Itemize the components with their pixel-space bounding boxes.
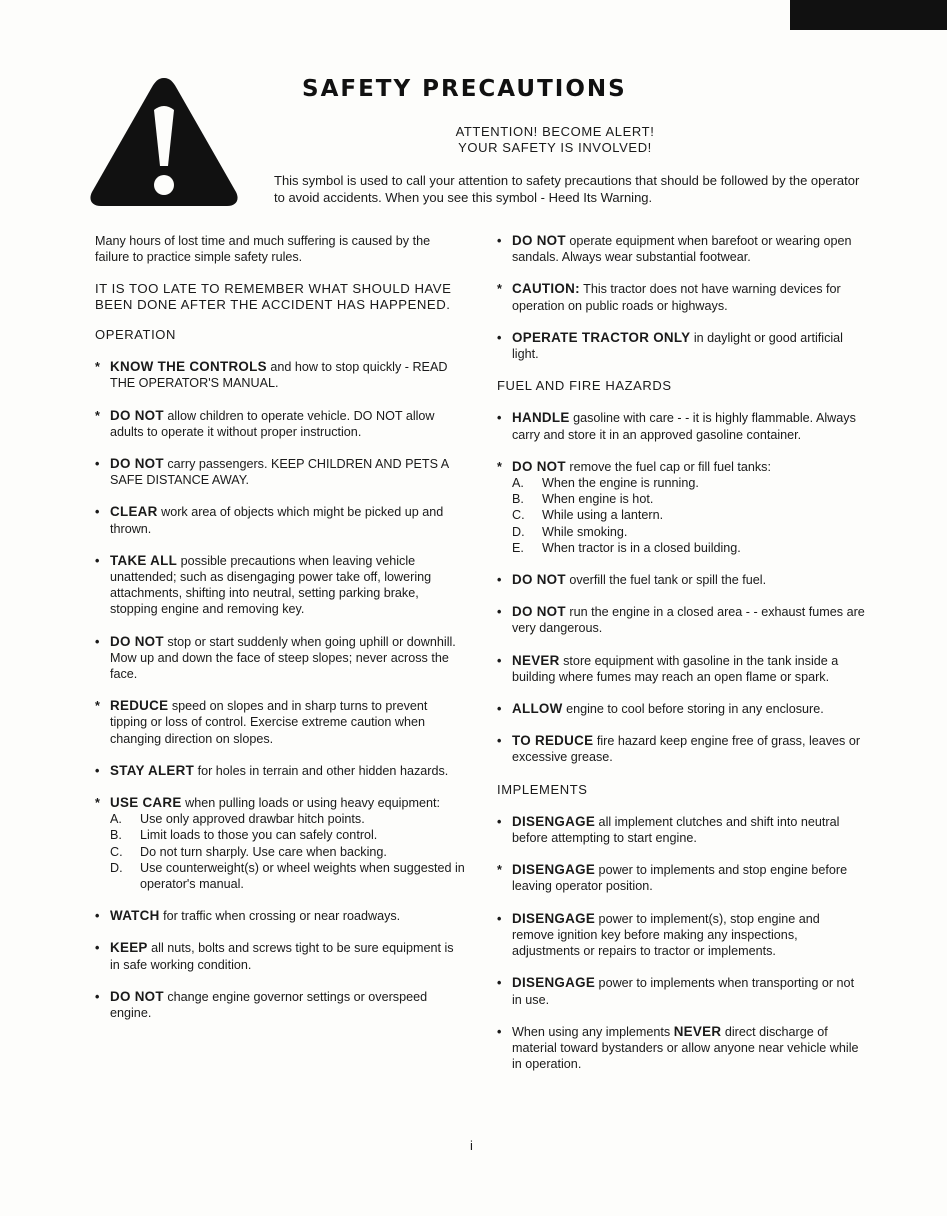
safety-item	[497, 330, 865, 362]
item-key: OPERATE TRACTOR ONLY	[512, 329, 691, 345]
bullet-icon: •	[497, 330, 502, 345]
sub-text: When tractor is in a closed building.	[542, 540, 741, 555]
item-key: ALLOW	[512, 701, 563, 717]
item-key: REDUCE	[110, 698, 169, 714]
sub-text: When the engine is running.	[542, 476, 699, 491]
bullet-icon: •	[497, 911, 502, 926]
item-text: carry passengers. KEEP CHILDREN AND PETS A SAFE DISTANCE AWAY.	[110, 457, 449, 488]
bullet-icon: •	[497, 1024, 502, 1039]
sub-list-item	[512, 507, 865, 523]
bullet-icon: •	[95, 763, 100, 778]
item-text: When using any implements	[512, 1024, 674, 1039]
bullet-icon: •	[95, 553, 100, 568]
page-number: i	[470, 1138, 473, 1153]
item-key: DO NOT	[512, 604, 566, 620]
sub-text: While using a lantern.	[542, 508, 664, 523]
bullet-icon: •	[95, 505, 100, 520]
item-key: DISENGAGE	[512, 813, 596, 829]
sub-text: When engine is hot.	[542, 492, 654, 507]
item-key: USE CARE	[110, 795, 182, 811]
bullet-icon: •	[95, 634, 100, 649]
safety-item	[95, 634, 465, 683]
item-key: DO NOT	[110, 407, 164, 423]
sub-list-item	[110, 844, 465, 860]
bullet-icon: *	[497, 863, 502, 878]
section-heading-fuel: FUEL AND FIRE HAZARDS	[497, 378, 672, 394]
item-text: run the engine in a closed area - - exhaust fumes are very dangerous.	[512, 605, 865, 636]
bullet-icon: *	[95, 796, 100, 811]
safety-item	[497, 233, 865, 265]
bullet-icon: •	[497, 573, 502, 588]
item-text: all nuts, bolts and screws tight to be sure equipment is in safe working condition.	[110, 941, 454, 972]
section-heading-implements: IMPLEMENTS	[497, 781, 588, 797]
sub-label: A.	[110, 812, 122, 827]
sub-list-item	[512, 475, 865, 491]
item-text: power to implements when transporting or not in use.	[512, 976, 855, 1007]
safety-item	[95, 908, 465, 924]
sub-label: E.	[512, 540, 524, 555]
safety-item	[95, 408, 465, 440]
item-text: operate equipment when barefoot or wearing open sandals. Always wear substantial footwear.	[512, 234, 852, 265]
safety-item	[497, 459, 865, 556]
safety-item	[497, 814, 865, 846]
warning-triangle-icon	[88, 74, 240, 208]
item-text: and how to stop quickly - READ THE OPERATOR'S MANUAL.	[110, 360, 448, 391]
sub-list-item	[512, 540, 865, 556]
item-text: direct discharge of material toward bystanders or allow anyone near vehicle while in operation.	[512, 1024, 859, 1072]
bullet-icon: •	[95, 989, 100, 1004]
item-text: when pulling loads or using heavy equipment:	[181, 796, 440, 811]
item-text: for holes in terrain and other hidden hazards.	[194, 763, 449, 778]
item-text: possible precautions when leaving vehicle unattended; such as disengaging power take off, lowering attachments, shifting into neutral, setting parking brake, stopping engine and removing key.	[110, 553, 432, 617]
left-column	[95, 233, 465, 1037]
sub-list	[512, 475, 865, 556]
item-text: power to implements and stop engine before leaving operator position.	[512, 863, 848, 894]
sub-text: Limit loads to those you can safely control.	[140, 828, 378, 843]
safety-item	[95, 989, 465, 1021]
sub-list-item	[110, 811, 465, 827]
attention-line: YOUR SAFETY IS INVOLVED!	[458, 140, 652, 155]
bullet-icon: •	[497, 653, 502, 668]
item-key: STAY ALERT	[110, 762, 195, 778]
sub-list	[110, 811, 465, 892]
sub-label: D.	[110, 860, 123, 875]
safety-item	[95, 553, 465, 618]
bullet-icon: •	[95, 909, 100, 924]
safety-item	[497, 410, 865, 442]
item-text: for traffic when crossing or near roadways.	[159, 909, 401, 924]
safety-item	[95, 763, 465, 779]
item-text: store equipment with gasoline in the tank inside a building where fumes may reach an open flame or spark.	[512, 653, 839, 684]
sub-list-item	[512, 524, 865, 540]
safety-item	[95, 940, 465, 972]
sub-text: Use only approved drawbar hitch points.	[140, 812, 365, 827]
item-key: DO NOT	[512, 233, 566, 248]
symbol-intro: This symbol is used to call your attention to safety precautions that should be followed by the operator to avoid accidents. When you see this symbol - Heed Its Warning.	[274, 173, 860, 205]
item-key: NEVER	[512, 652, 560, 668]
safety-item	[497, 604, 865, 636]
item-text: engine to cool before storing in any enclosure.	[562, 702, 824, 717]
sub-label: B.	[512, 492, 524, 507]
item-text: all implement clutches and shift into neutral before attempting to start engine.	[512, 814, 840, 846]
safety-item	[497, 701, 865, 717]
item-text: allow children to operate vehicle. DO NOT allow adults to operate it without proper instruction.	[110, 408, 435, 439]
bullet-icon: •	[497, 411, 502, 426]
sub-label: C.	[512, 508, 525, 523]
bullet-icon: *	[497, 282, 502, 297]
sub-text: Do not turn sharply. Use care when backing.	[140, 844, 387, 859]
bullet-icon: •	[497, 734, 502, 749]
attention-line: ATTENTION! BECOME ALERT!	[455, 124, 655, 139]
item-key: NEVER	[673, 1023, 722, 1039]
warning-paragraph: IT IS TOO LATE TO REMEMBER WHAT SHOULD HAVE BEEN DONE AFTER THE ACCIDENT HAS HAPPENED.	[95, 281, 452, 313]
safety-item	[95, 359, 465, 391]
item-key: TAKE ALL	[110, 552, 178, 568]
item-text: remove the fuel cap or fill fuel tanks:	[565, 459, 771, 474]
intro-paragraph: Many hours of lost time and much suffering is caused by the failure to practice simple safety rules.	[95, 234, 431, 265]
bullet-icon: •	[95, 941, 100, 956]
item-key: CLEAR	[110, 504, 158, 520]
bullet-icon: •	[497, 976, 502, 991]
bullet-icon: *	[95, 360, 100, 375]
bullet-icon: *	[497, 459, 502, 474]
item-key: KNOW THE CONTROLS	[110, 359, 267, 375]
safety-item	[497, 911, 865, 960]
safety-item	[497, 1024, 865, 1073]
section-heading-operation: OPERATION	[95, 327, 177, 342]
safety-item	[497, 975, 865, 1007]
item-text: overfill the fuel tank or spill the fuel.	[565, 573, 767, 588]
item-key: DO NOT	[110, 988, 164, 1004]
item-text: work area of objects which might be picked up and thrown.	[110, 505, 444, 536]
item-text: change engine governor settings or overspeed engine.	[110, 989, 428, 1021]
sub-list-item	[110, 860, 465, 892]
corner-tab-bar	[790, 0, 947, 30]
item-key: TO REDUCE	[512, 733, 594, 749]
item-key: DO NOT	[512, 572, 566, 588]
item-key: DISENGAGE	[512, 975, 596, 991]
safety-item	[497, 862, 865, 894]
item-text: gasoline with care - - it is highly flammable. Always carry and store it in an approved gasoline container.	[512, 411, 856, 442]
sub-text: While smoking.	[542, 524, 628, 539]
attention-block	[430, 124, 680, 156]
sub-list-item	[512, 491, 865, 507]
right-column	[497, 233, 865, 1088]
sub-label: C.	[110, 844, 123, 859]
item-key: HANDLE	[512, 410, 570, 426]
item-key: KEEP	[110, 940, 148, 956]
item-key: WATCH	[110, 908, 160, 924]
item-text: fire hazard keep engine free of grass, leaves or excessive grease.	[512, 734, 861, 765]
sub-label: B.	[110, 828, 122, 843]
bullet-icon: *	[95, 408, 100, 423]
page-title: SAFETY PRECAUTIONS	[302, 76, 627, 102]
safety-item	[497, 572, 865, 588]
item-text: power to implement(s), stop engine and remove ignition key before making any inspections, adjustments or repairs to tractor or implements.	[512, 911, 820, 959]
item-text: This tractor does not have warning devices for operation on public roads or highways.	[512, 282, 841, 313]
sub-text: Use counterweight(s) or wheel weights when suggested in operator's manual.	[140, 860, 465, 892]
safety-item	[497, 653, 865, 685]
bullet-icon: •	[497, 702, 502, 717]
item-key: DO NOT	[512, 458, 566, 474]
safety-item	[497, 733, 865, 765]
bullet-icon: •	[497, 605, 502, 620]
item-key: DISENGAGE	[512, 862, 596, 878]
safety-item	[95, 504, 465, 536]
item-key: DO NOT	[110, 456, 164, 472]
item-key: DO NOT	[110, 633, 164, 649]
safety-item	[95, 795, 465, 892]
sub-label: D.	[512, 524, 525, 539]
item-key: CAUTION:	[512, 281, 580, 297]
item-text: stop or start suddenly when going uphill or downhill. Mow up and down the face of steep slopes; never across the face.	[110, 634, 456, 682]
bullet-icon: •	[497, 814, 502, 829]
item-text: in daylight or good artificial light.	[512, 330, 843, 362]
bullet-icon: •	[497, 234, 502, 248]
safety-item	[497, 281, 865, 313]
item-key: DISENGAGE	[512, 910, 596, 926]
bullet-icon: •	[95, 457, 100, 472]
safety-item	[95, 698, 465, 747]
item-text: speed on slopes and in sharp turns to prevent tipping or loss of control. Exercise extreme caution when changing direction on slopes.	[110, 699, 428, 746]
safety-item	[95, 456, 465, 488]
sub-label: A.	[512, 476, 524, 491]
bullet-icon: *	[95, 699, 100, 714]
sub-list-item	[110, 827, 465, 843]
